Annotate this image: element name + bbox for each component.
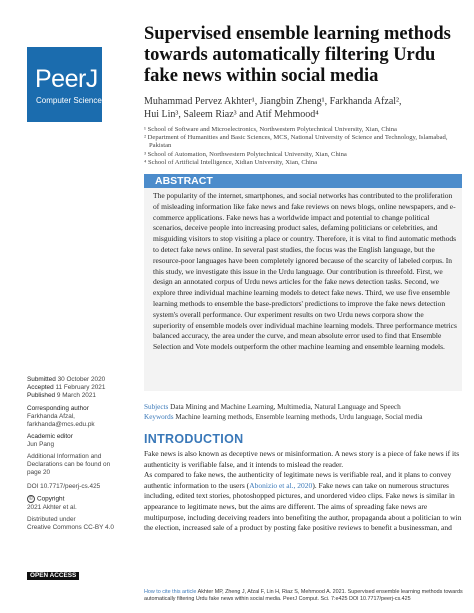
introduction-paragraph-2 bbox=[144, 470, 465, 534]
citation-footer bbox=[144, 589, 466, 603]
author-line-2: Hui Lin³, Saleem Riaz³ and Atif Mehmood⁴ bbox=[144, 108, 319, 120]
citation-label: How to cite this article bbox=[144, 589, 197, 595]
academic-editor bbox=[27, 433, 139, 449]
copyright-label: Copyright bbox=[37, 495, 65, 503]
abstract-heading: ABSTRACT bbox=[144, 174, 462, 188]
corresponding-author-email[interactable]: farkhanda@mcs.edu.pk bbox=[27, 421, 95, 428]
peerj-logo bbox=[27, 47, 102, 122]
keywords-text: Machine learning methods, Ensemble learning methods, Urdu language, Social media bbox=[175, 413, 423, 421]
open-access-badge: OPEN ACCESS bbox=[27, 572, 79, 580]
subjects-label: Subjects bbox=[144, 403, 169, 411]
introduction-heading: INTRODUCTION bbox=[144, 432, 244, 446]
affiliations bbox=[144, 126, 464, 167]
logo-subtitle: Computer Science bbox=[36, 96, 102, 105]
copyright-icon: © bbox=[27, 495, 35, 503]
affiliation-2: ² Department of Humanities and Basic Sciences, MCS, National University of Science and Technology, Islamabad, Pakistan bbox=[144, 134, 448, 150]
citation-text: Akhter MP, Zheng J, Afzal F, Lin H, Riaz S, Mehmood A. 2021. Supervised ensemble learning methods towards automatically filtering Urdu fake news within social media. PeerJ Comput. Sci. 7:e425 DOI 10.7717/peerj-cs.425 bbox=[144, 589, 463, 602]
submitted-date: Submitted 30 October 2020 bbox=[27, 376, 106, 383]
affiliation-1: ¹ School of Software and Microelectronics, Northwestern Polytechnical University, Xian, China bbox=[144, 126, 397, 133]
affiliation-4: ⁴ School of Artificial Intelligence, Xidian University, Xian, China bbox=[144, 158, 318, 166]
introduction-text-a: As compared to fake news, the authenticity of legitimate news is verifiable real, and it plans to convey authentic information to the users ( bbox=[144, 470, 452, 490]
introduction-paragraph-1: Fake news is also known as deceptive news or misinformation. A news story is a piece of fake news if its authenticity is verifiable false, and it intends to mislead the reader. bbox=[144, 449, 460, 469]
corresponding-author-name: Farkhanda Afzal, bbox=[27, 413, 75, 420]
keywords-line bbox=[144, 413, 464, 422]
license: Distributed under Creative Commons CC-BY 4.0 bbox=[27, 516, 114, 531]
introduction-text-b: ). Fake news can take on numerous structures including, edited text stories, photoshopped pictures, and unordered video clips. Fake news is similar in appearance to legitimate news, but the aims are different. The aims of spreading fake news are multipurpose, including deceiving readers into benefiting the author, propaganda about a politician to win the election, increased sale of a product by posting fake positive reviews to benefit a businessman, and bbox=[144, 480, 462, 533]
additional-information: Additional Information and Declarations can be found on page 20 bbox=[27, 453, 111, 476]
academic-editor-name: Jun Pang bbox=[27, 441, 55, 448]
subjects-line bbox=[144, 403, 464, 412]
logo-brand: PeerJ bbox=[35, 65, 98, 93]
published-date: Published 9 March 2021 bbox=[27, 392, 96, 399]
corresponding-author-label: Corresponding author bbox=[27, 405, 89, 412]
keywords-label: Keywords bbox=[144, 413, 174, 421]
accepted-date: Accepted 11 February 2021 bbox=[27, 384, 106, 391]
copyright bbox=[27, 495, 139, 512]
academic-editor-label: Academic editor bbox=[27, 433, 73, 440]
introduction-body bbox=[144, 449, 465, 534]
author-line-1: Muhammad Pervez Akhter¹, Jiangbin Zheng¹, Farkhanda Afzal², bbox=[144, 96, 402, 107]
abstract-text: The popularity of the internet, smartphones, and social networks has contributed to the proliferation of misleading information like fake news and fake reviews on news blogs, online newspapers, and e-commerce applications. Fake news has a worldwide impact and potential to change political scenarios, deceive people into increasing product sales, defaming politicians or celebrities, and misguiding visitors to stop visiting a place or country. Therefore, it is vital to find automatic methods to detect fake news online. In several past studies, the focus was the English language, but the resource-poor languages have been completely ignored because of the scarcity of labeled corpus. In this study, we investigate this issue in the Urdu language. Our contribution is threefold. First, we design an annotated corpus of Urdu news articles for the fake news detection tasks. Second, we explore three individual machine learning models to detect fake news. Third, we use five ensemble learning methods to ensemble the base-predictors' predictions to improve the fake news detection system's overall performance. Our experiment results on two Urdu news corpora show the superiority of ensemble models over individual machine learning models. Three performance metrics balanced accuracy, the area under the curve, and mean absolute error used to find that Ensemble Selection and Vote models outperform the other machine learning and ensemble learning models. bbox=[153, 191, 457, 352]
corresponding-author bbox=[27, 405, 139, 429]
subjects-text: Data Mining and Machine Learning, Multimedia, Natural Language and Speech bbox=[170, 403, 401, 411]
citation-link[interactable]: Abonizio et al., 2020 bbox=[249, 480, 313, 490]
doi[interactable]: DOI 10.7717/peerj-cs.425 bbox=[27, 483, 101, 490]
article-title: Supervised ensemble learning methods towards automatically filtering Urdu fake news within social media bbox=[144, 24, 451, 86]
abstract-box bbox=[144, 174, 462, 391]
copyright-value: 2021 Akhter et al. bbox=[27, 503, 77, 511]
affiliation-3: ³ School of Automation, Northwestern Polytechnical University, Xian, China bbox=[144, 150, 347, 158]
author-list bbox=[144, 96, 464, 121]
publication-dates bbox=[27, 376, 139, 400]
